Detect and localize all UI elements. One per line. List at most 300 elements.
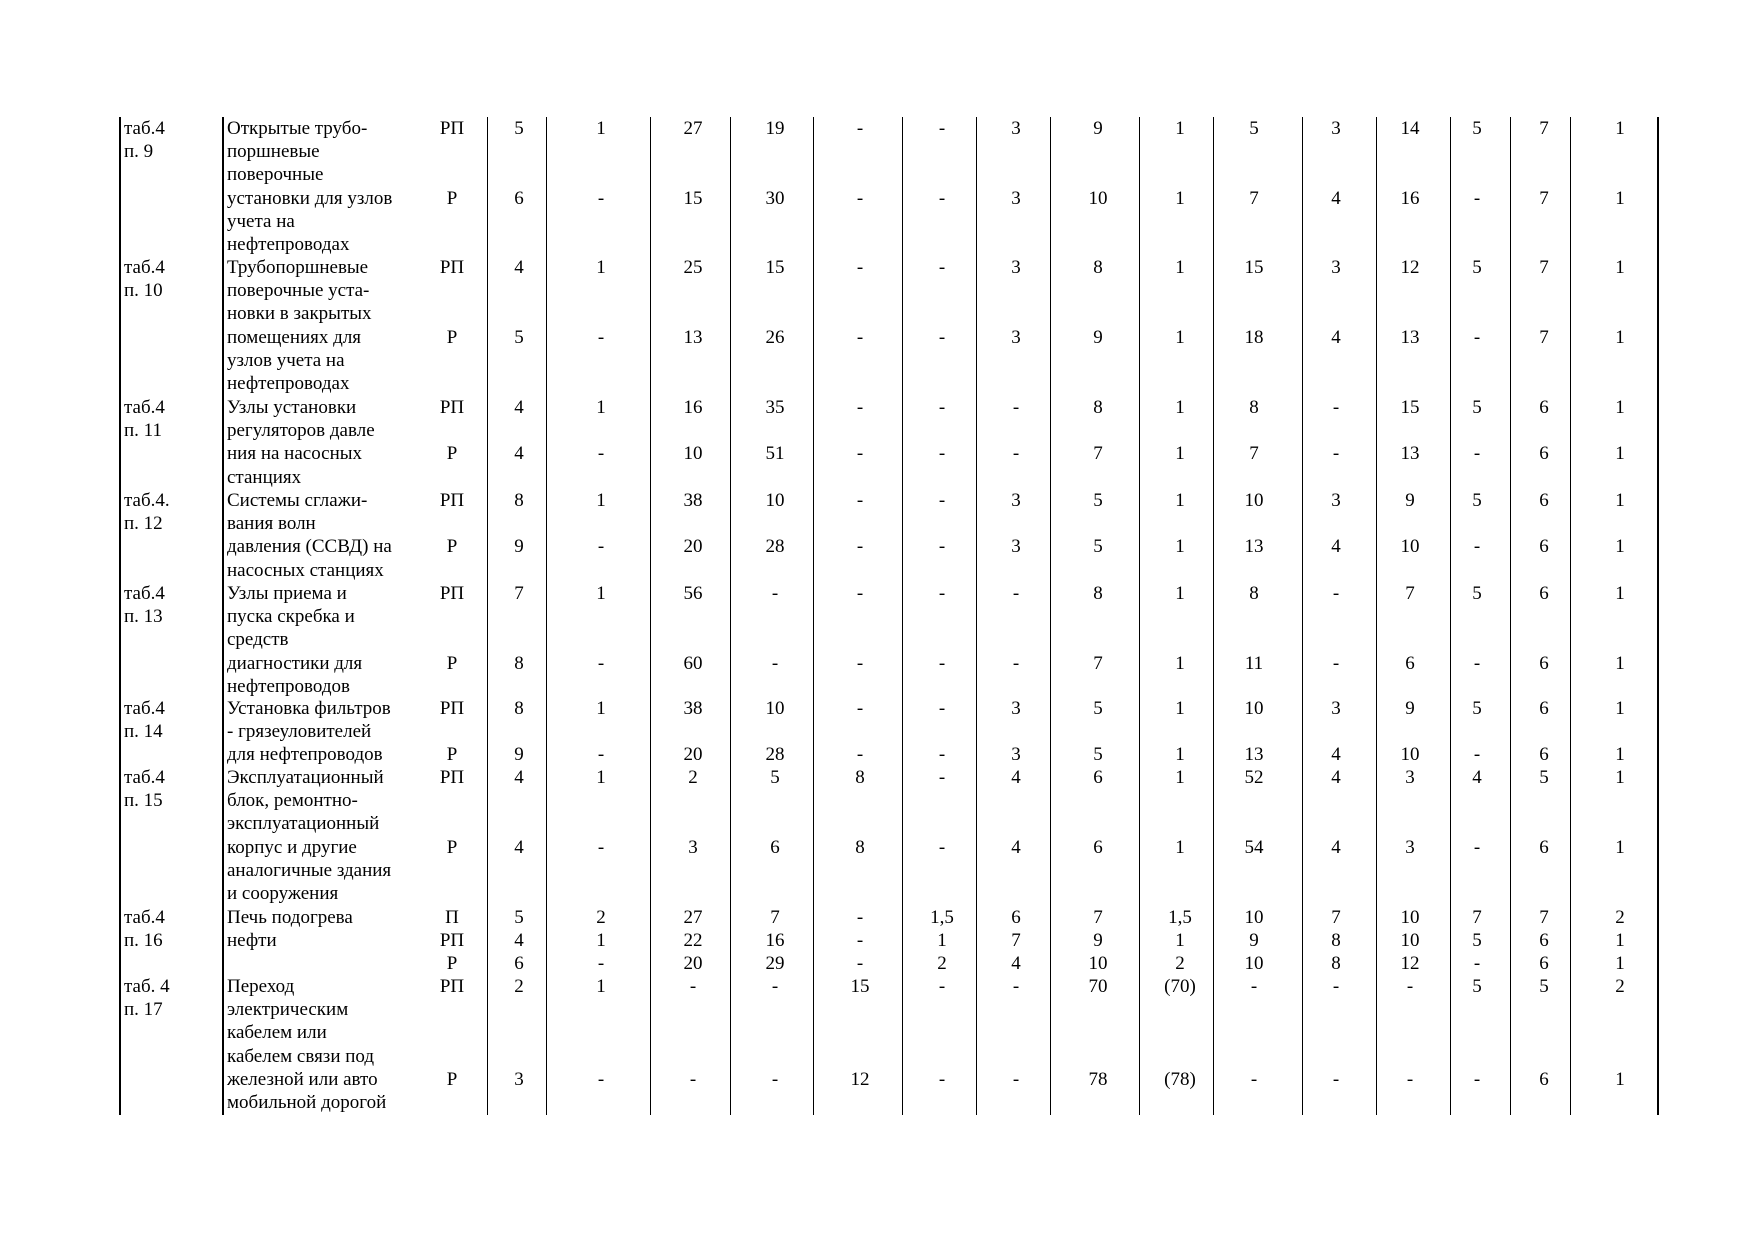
column-divider	[730, 117, 731, 1115]
value-cell: 56	[683, 583, 703, 604]
value-cell: 4	[1011, 836, 1021, 858]
value-cell: 13	[683, 326, 703, 348]
value-cell: 1	[1175, 326, 1185, 348]
column-divider	[1450, 117, 1451, 1115]
value-cell: 22	[683, 930, 703, 952]
value-cell: 2	[688, 767, 698, 788]
value-cell: 38	[683, 698, 703, 719]
row-name: нефтепроводах	[227, 234, 350, 255]
value-cell: 51	[765, 443, 785, 465]
row-name: давления (ССВД) на	[227, 536, 392, 558]
row-name: нефтепроводах	[227, 373, 350, 394]
value-cell: 4	[1331, 187, 1341, 209]
value-cell: -	[856, 744, 864, 766]
value-cell: -	[856, 583, 864, 604]
value-cell: 12	[850, 1068, 870, 1090]
value-cell: -	[856, 536, 864, 558]
value-cell: 9	[1093, 930, 1103, 952]
value-cell: 35	[765, 397, 785, 418]
value-cell: 8	[1249, 397, 1259, 418]
row-ref: таб.4	[124, 257, 165, 278]
value-cell: 30	[765, 187, 785, 209]
value-cell: 10	[1244, 953, 1264, 975]
value-cell: 7	[1249, 187, 1259, 209]
value-cell: 4	[514, 397, 524, 418]
row-type: РП	[439, 583, 465, 604]
value-cell: -	[1332, 652, 1340, 674]
value-cell: 8	[1093, 583, 1103, 604]
value-cell: 2	[1615, 907, 1625, 928]
row-ref: таб.4	[124, 583, 165, 604]
value-cell: 1	[596, 767, 606, 788]
value-cell: 1	[596, 698, 606, 719]
column-divider	[813, 117, 814, 1115]
value-cell: -	[938, 698, 946, 719]
value-cell: 9	[1093, 326, 1103, 348]
value-cell: 1	[1615, 836, 1625, 858]
row-name: Узлы установки	[227, 397, 357, 418]
row-name: Переход	[227, 976, 295, 997]
value-cell: -	[856, 490, 864, 511]
value-cell: 1	[1615, 187, 1625, 209]
value-cell: -	[597, 187, 605, 209]
row-name: блок, ремонтно-	[227, 790, 358, 812]
value-cell: 2	[514, 976, 524, 997]
value-cell: -	[856, 907, 864, 928]
value-cell: 6	[514, 187, 524, 209]
value-cell: 10	[1244, 698, 1264, 719]
value-cell: -	[1473, 1068, 1481, 1090]
value-cell: 20	[683, 744, 703, 766]
value-cell: 1	[1175, 490, 1185, 511]
value-cell: 8	[1093, 397, 1103, 418]
value-cell: 16	[1400, 187, 1420, 209]
value-cell: 10	[1088, 953, 1108, 975]
value-cell: 4	[1331, 744, 1341, 766]
value-cell: 5	[1539, 767, 1549, 788]
row-type: Р	[446, 536, 458, 558]
value-cell: 1	[1175, 930, 1185, 952]
row-name: диагностики для	[227, 652, 363, 674]
value-cell: -	[1473, 187, 1481, 209]
row-name: и сооружения	[227, 883, 339, 904]
value-cell: 5	[1093, 536, 1103, 558]
value-cell: 6	[1539, 397, 1549, 418]
row-name: нефтепроводов	[227, 675, 350, 697]
value-cell: -	[938, 976, 946, 997]
value-cell: -	[771, 583, 779, 604]
value-cell: -	[1473, 536, 1481, 558]
value-cell: 7	[1539, 907, 1549, 928]
value-cell: -	[1473, 744, 1481, 766]
value-cell: 2	[1175, 953, 1185, 975]
row-type: П	[445, 907, 459, 928]
value-cell: 6	[1539, 698, 1549, 719]
value-cell: -	[1012, 976, 1020, 997]
row-name: кабелем связи под	[227, 1045, 375, 1067]
value-cell: 7	[1093, 907, 1103, 928]
row-ref: таб.4	[124, 767, 165, 788]
value-cell: 1	[1175, 836, 1185, 858]
row-name: пуска скребка и	[227, 606, 355, 628]
value-cell: -	[938, 1068, 946, 1090]
column-divider	[222, 117, 224, 1115]
value-cell: 15	[1400, 397, 1420, 418]
value-cell: 5	[1093, 490, 1103, 511]
value-cell: (70)	[1164, 976, 1196, 997]
value-cell: 6	[1539, 953, 1549, 975]
value-cell: 4	[514, 767, 524, 788]
value-cell: -	[771, 976, 779, 997]
value-cell: -	[856, 930, 864, 952]
value-cell: 1	[1175, 744, 1185, 766]
value-cell: 60	[683, 652, 703, 674]
value-cell: -	[1012, 1068, 1020, 1090]
value-cell: 2	[596, 907, 606, 928]
value-cell: 4	[1011, 767, 1021, 788]
value-cell: -	[1332, 443, 1340, 465]
value-cell: 1	[596, 976, 606, 997]
value-cell: -	[856, 652, 864, 674]
column-divider	[902, 117, 903, 1115]
value-cell: 4	[514, 930, 524, 952]
value-cell: -	[856, 698, 864, 719]
row-type: РП	[439, 257, 465, 278]
value-cell: 7	[1539, 257, 1549, 278]
value-cell: 52	[1244, 767, 1264, 788]
value-cell: 5	[514, 907, 524, 928]
value-cell: 3	[1011, 257, 1021, 278]
value-cell: 1	[1175, 187, 1185, 209]
row-name: помещениях для	[227, 326, 362, 348]
value-cell: -	[1250, 976, 1258, 997]
value-cell: -	[1473, 326, 1481, 348]
row-type: РП	[439, 397, 465, 418]
value-cell: -	[1406, 976, 1414, 997]
value-cell: (78)	[1164, 1068, 1196, 1090]
value-cell: 1	[1175, 583, 1185, 604]
value-cell: -	[938, 118, 946, 139]
value-cell: 1	[596, 397, 606, 418]
value-cell: -	[1012, 443, 1020, 465]
value-cell: 8	[514, 490, 524, 511]
row-name: - грязеуловителей	[227, 721, 372, 743]
column-divider	[1139, 117, 1140, 1115]
value-cell: -	[1473, 836, 1481, 858]
value-cell: 8	[1249, 583, 1259, 604]
value-cell: -	[597, 652, 605, 674]
value-cell: 12	[1400, 257, 1420, 278]
value-cell: -	[597, 1068, 605, 1090]
value-cell: 4	[514, 836, 524, 858]
value-cell: 5	[1472, 698, 1482, 719]
value-cell: 6	[1011, 907, 1021, 928]
value-cell: 5	[1472, 976, 1482, 997]
value-cell: 1	[1615, 536, 1625, 558]
value-cell: 1	[1615, 583, 1625, 604]
value-cell: 7	[1472, 907, 1482, 928]
value-cell: -	[1332, 1068, 1340, 1090]
value-cell: 5	[1539, 976, 1549, 997]
value-cell: 1	[1175, 257, 1185, 278]
value-cell: -	[938, 443, 946, 465]
row-name: аналогичные здания	[227, 859, 392, 881]
value-cell: 7	[1011, 930, 1021, 952]
value-cell: 1	[1615, 767, 1625, 788]
column-divider	[546, 117, 547, 1115]
value-cell: -	[938, 583, 946, 604]
row-type: Р	[446, 744, 458, 766]
value-cell: -	[597, 443, 605, 465]
value-cell: -	[938, 767, 946, 788]
value-cell: 19	[765, 118, 785, 139]
value-cell: 15	[1244, 257, 1264, 278]
value-cell: 8	[855, 836, 865, 858]
column-divider	[1570, 117, 1571, 1115]
row-name: новки в закрытых	[227, 303, 372, 325]
value-cell: -	[938, 836, 946, 858]
value-cell: 6	[1539, 744, 1549, 766]
value-cell: 16	[765, 930, 785, 952]
value-cell: 27	[683, 118, 703, 139]
row-ref: п. 13	[124, 606, 163, 628]
value-cell: 10	[765, 698, 785, 719]
value-cell: 5	[1472, 397, 1482, 418]
value-cell: 4	[1011, 953, 1021, 975]
value-cell: 13	[1244, 536, 1264, 558]
value-cell: -	[1473, 443, 1481, 465]
value-cell: -	[1250, 1068, 1258, 1090]
value-cell: 28	[765, 744, 785, 766]
value-cell: 1	[1615, 118, 1625, 139]
value-cell: 10	[1400, 744, 1420, 766]
value-cell: 3	[1011, 698, 1021, 719]
value-cell: -	[597, 744, 605, 766]
value-cell: 11	[1244, 652, 1264, 674]
row-ref: п. 16	[124, 930, 163, 952]
column-divider	[1050, 117, 1051, 1115]
row-ref: таб.4	[124, 907, 165, 928]
value-cell: 4	[514, 443, 524, 465]
value-cell: 16	[683, 397, 703, 418]
value-cell: 20	[683, 953, 703, 975]
value-cell: 1	[596, 583, 606, 604]
column-divider	[1376, 117, 1377, 1115]
value-cell: 3	[514, 1068, 524, 1090]
row-name: учета на	[227, 210, 295, 232]
value-cell: 10	[1244, 907, 1264, 928]
value-cell: 13	[1400, 443, 1420, 465]
value-cell: 10	[765, 490, 785, 511]
value-cell: -	[771, 1068, 779, 1090]
value-cell: -	[938, 490, 946, 511]
value-cell: 4	[514, 257, 524, 278]
value-cell: 5	[1249, 118, 1259, 139]
value-cell: 3	[1405, 836, 1415, 858]
value-cell: 7	[1539, 118, 1549, 139]
value-cell: 6	[1539, 930, 1549, 952]
value-cell: 7	[514, 583, 524, 604]
value-cell: 7	[770, 907, 780, 928]
value-cell: -	[856, 326, 864, 348]
value-cell: 15	[850, 976, 870, 997]
value-cell: 5	[1472, 490, 1482, 511]
value-cell: 1	[1615, 744, 1625, 766]
row-type: Р	[446, 443, 458, 465]
value-cell: -	[689, 1068, 697, 1090]
value-cell: 1	[1615, 1068, 1625, 1090]
value-cell: 18	[1244, 326, 1264, 348]
value-cell: -	[597, 326, 605, 348]
value-cell: 26	[765, 326, 785, 348]
value-cell: 28	[765, 536, 785, 558]
value-cell: 1	[596, 930, 606, 952]
value-cell: -	[856, 187, 864, 209]
value-cell: 1	[1615, 698, 1625, 719]
value-cell: 3	[1331, 257, 1341, 278]
value-cell: -	[597, 953, 605, 975]
value-cell: 15	[765, 257, 785, 278]
value-cell: 10	[683, 443, 703, 465]
value-cell: -	[689, 976, 697, 997]
value-cell: 1	[596, 257, 606, 278]
value-cell: 15	[683, 187, 703, 209]
row-type: РП	[439, 976, 465, 997]
value-cell: -	[856, 257, 864, 278]
value-cell: 6	[1093, 767, 1103, 788]
value-cell: 6	[1539, 490, 1549, 511]
row-ref: таб.4.	[124, 490, 170, 511]
value-cell: 1	[1175, 652, 1185, 674]
row-name: Системы сглажи-	[227, 490, 368, 511]
row-ref: таб.4	[124, 118, 165, 139]
value-cell: 6	[770, 836, 780, 858]
row-ref: таб.4	[124, 698, 165, 719]
value-cell: 6	[1539, 443, 1549, 465]
value-cell: 1	[596, 490, 606, 511]
value-cell: 20	[683, 536, 703, 558]
value-cell: 6	[1405, 652, 1415, 674]
value-cell: 3	[1011, 536, 1021, 558]
value-cell: 1	[1175, 536, 1185, 558]
value-cell: -	[938, 326, 946, 348]
value-cell: -	[856, 443, 864, 465]
value-cell: 1	[1175, 767, 1185, 788]
value-cell: 8	[514, 698, 524, 719]
value-cell: 6	[514, 953, 524, 975]
value-cell: -	[1012, 652, 1020, 674]
row-name: эксплуатационный	[227, 813, 380, 835]
value-cell: 10	[1400, 536, 1420, 558]
value-cell: 1	[1175, 397, 1185, 418]
row-name: средств	[227, 629, 289, 651]
row-name: электрическим	[227, 999, 349, 1021]
value-cell: 4	[1331, 836, 1341, 858]
value-cell: 9	[1405, 490, 1415, 511]
value-cell: 3	[1011, 187, 1021, 209]
value-cell: 9	[1405, 698, 1415, 719]
row-type: Р	[446, 836, 458, 858]
column-divider	[1302, 117, 1303, 1115]
row-name: Установка фильтров	[227, 698, 391, 719]
value-cell: -	[938, 536, 946, 558]
row-name: Открытые трубо-	[227, 118, 368, 139]
row-type: Р	[446, 953, 458, 975]
row-name: станциях	[227, 466, 302, 488]
row-name: поверочные	[227, 164, 324, 186]
row-name: мобильной дорогой	[227, 1092, 387, 1113]
row-ref: п. 14	[124, 721, 163, 743]
value-cell: 9	[514, 536, 524, 558]
value-cell: 7	[1093, 652, 1103, 674]
row-type: РП	[439, 767, 465, 788]
row-name: нефти	[227, 930, 277, 952]
row-type: РП	[439, 490, 465, 511]
value-cell: 78	[1088, 1068, 1108, 1090]
value-cell: 3	[688, 836, 698, 858]
value-cell: 5	[514, 326, 524, 348]
value-cell: 3	[1011, 490, 1021, 511]
value-cell: 9	[1249, 930, 1259, 952]
value-cell: -	[856, 397, 864, 418]
value-cell: 3	[1405, 767, 1415, 788]
row-name: узлов учета на	[227, 349, 345, 371]
value-cell: 1	[1615, 257, 1625, 278]
row-type: Р	[446, 652, 458, 674]
row-ref: таб. 4	[124, 976, 170, 997]
value-cell: 7	[1249, 443, 1259, 465]
value-cell: 14	[1400, 118, 1420, 139]
value-cell: 1	[596, 118, 606, 139]
value-cell: 1	[1615, 652, 1625, 674]
value-cell: 5	[1472, 257, 1482, 278]
column-divider	[650, 117, 651, 1115]
value-cell: 8	[855, 767, 865, 788]
value-cell: -	[856, 953, 864, 975]
value-cell: 1	[1175, 443, 1185, 465]
value-cell: 4	[1331, 536, 1341, 558]
value-cell: 8	[1331, 953, 1341, 975]
value-cell: -	[938, 187, 946, 209]
row-name: регуляторов давле	[227, 420, 375, 442]
value-cell: 8	[1331, 930, 1341, 952]
value-cell: 5	[1093, 698, 1103, 719]
value-cell: 1	[1615, 953, 1625, 975]
value-cell: -	[1012, 583, 1020, 604]
row-ref: таб.4	[124, 397, 165, 418]
row-ref: п. 17	[124, 999, 163, 1021]
value-cell: -	[938, 257, 946, 278]
value-cell: 6	[1539, 652, 1549, 674]
value-cell: 7	[1331, 907, 1341, 928]
row-name: кабелем или	[227, 1022, 327, 1044]
value-cell: 1	[1175, 698, 1185, 719]
value-cell: 6	[1539, 1068, 1549, 1090]
value-cell: -	[1012, 397, 1020, 418]
value-cell: 5	[1472, 930, 1482, 952]
value-cell: 3	[1011, 118, 1021, 139]
row-type: РП	[439, 698, 465, 719]
row-name: для нефтепроводов	[227, 744, 383, 766]
row-ref: п. 9	[124, 141, 154, 163]
value-cell: 13	[1400, 326, 1420, 348]
row-name: поверочные уста-	[227, 280, 370, 302]
row-name: поршневые	[227, 141, 320, 163]
row-ref: п. 15	[124, 790, 163, 812]
value-cell: 12	[1400, 953, 1420, 975]
row-name: ния на насосных	[227, 443, 363, 465]
value-cell: -	[1473, 953, 1481, 975]
